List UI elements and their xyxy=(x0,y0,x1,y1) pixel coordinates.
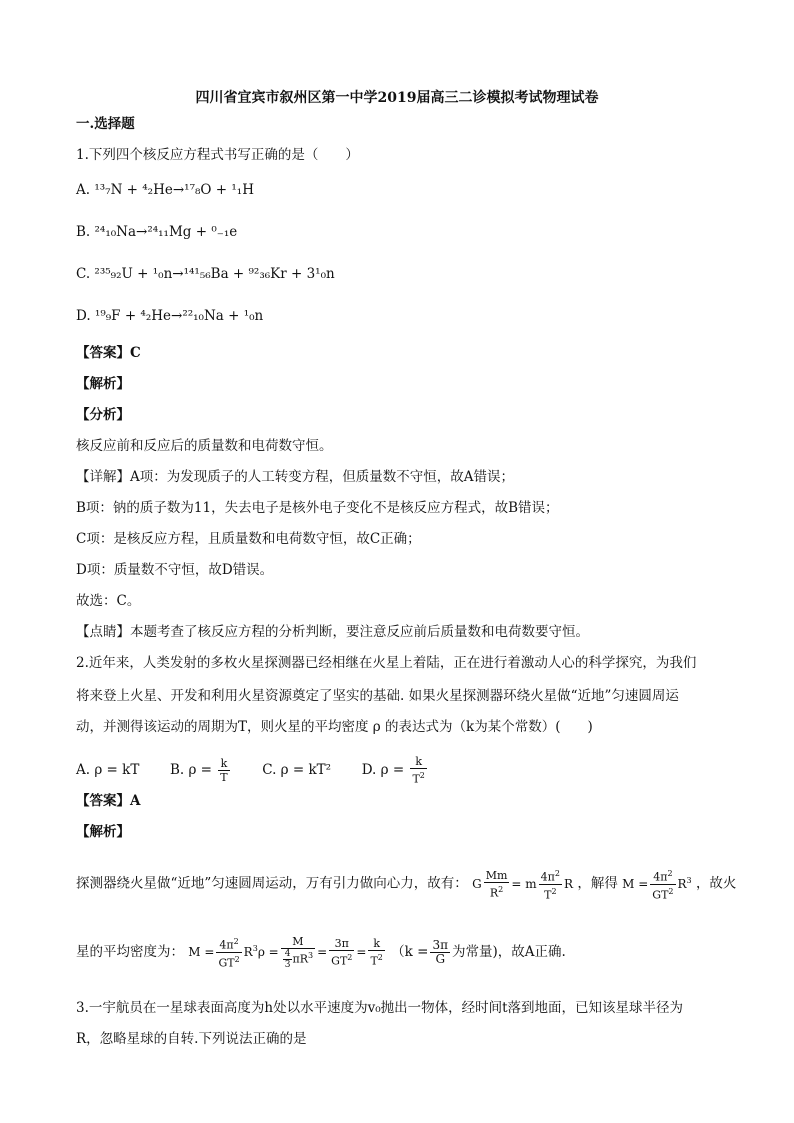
q1-fenxi-heading: 【分析】 xyxy=(76,407,130,423)
mass-equation: M = $\frac{4\pi^2}{GT^2}$ $R^3$ xyxy=(622,869,692,902)
q1-option-d: D. ¹⁹₉F + ⁴₂He→²²₁₀Na + ¹₀n xyxy=(76,308,264,324)
fraction-k-over-t: $\frac{k}{T}$ xyxy=(220,756,228,784)
q2-options-row xyxy=(76,755,429,786)
q1-choice: 故选：C。 xyxy=(76,593,141,609)
q2-option-d xyxy=(361,755,429,786)
q2-answer: 【答案】A xyxy=(76,793,141,809)
fraction-k-over-t2: $\frac{k}{T^2}$ xyxy=(412,755,425,786)
q2-option-a: A. ρ = kT xyxy=(76,761,140,778)
density-equation: M = $\frac{4\pi^2}{GT^2}$ $R^3\rho$ = M $\frac{4}{3}$ $\pi R^3$ = $\frac{3\pi}{GT^2}$ = $\frac{k}{T^2}$ xyxy=(188,935,383,971)
q2-option-b xyxy=(169,756,236,784)
q1-detail-d: D项：质量数不守恒，故D错误。 xyxy=(76,562,274,578)
page-title: 四川省宜宾市叙州区第一中学2019届高三二诊模拟考试物理试卷 xyxy=(195,90,599,106)
q1-detail-c: C项：是核反应方程，且质量数和电荷数守恒，故C正确； xyxy=(76,531,421,547)
q2-option-c: C. ρ = kT² xyxy=(262,761,332,778)
q3-stem-line1: 3.一宇航员在一星球表面高度为h处以水平速度为v₀抛出一物体，经时间t落到地面，已知该星球半径为 xyxy=(76,1000,684,1016)
q1-detail-b: B项：钠的质子数为11，失去电子是核外电子变化不是核反应方程式，故B错误； xyxy=(76,500,559,516)
k-constant-fraction: $\frac{3\pi}{G}$ xyxy=(432,938,448,967)
q2-analysis-heading: 【解析】 xyxy=(76,824,130,840)
q1-stem: 1.下列四个核反应方程式书写正确的是（ ） xyxy=(76,147,359,163)
q2-option-d-label: D. ρ = xyxy=(361,761,405,778)
q1-option-b: B. ²⁴₁₀Na→²⁴₁₁Mg + ⁰₋₁e xyxy=(76,224,238,240)
q1-comment: 【点睛】本题考查了核反应方程的分析判断，要注意反应前后质量数和电荷数要守恒。 xyxy=(76,624,589,640)
q2-stem-line3: 动，并测得该运动的周期为T，则火星的平均密度 ρ 的表达式为（k为某个常数）( ) xyxy=(76,719,593,735)
q2-exp2-text-b: （k = xyxy=(391,944,429,961)
q2-exp1-text-a: 探测器绕火星做“近地”匀速圆周运动，万有引力做向心力，故有： xyxy=(76,875,468,892)
q2-stem-line1: 2.近年来，人类发射的多枚火星探测器已经相继在火星上着陆，正在进行着激动人心的科学探究，为我们 xyxy=(76,655,697,671)
q2-exp2-text-a: 星的平均密度为： xyxy=(76,944,184,961)
q2-explanation-line2 xyxy=(76,935,566,970)
q2-exp1-text-c: ，故火 xyxy=(695,875,737,892)
q1-detail-a: 【详解】A项：为发现质子的人工转变方程，但质量数不守恒，故A错误； xyxy=(76,469,514,485)
q3-stem-line2: R，忽略星球的自转.下列说法正确的是 xyxy=(76,1031,307,1047)
q1-answer: 【答案】C xyxy=(76,345,141,361)
section-heading: 一.选择题 xyxy=(76,116,135,132)
q2-stem-line2: 将来登上火星、开发和利用火星资源奠定了坚实的基础. 如果火星探测器环绕火星做“近地”匀速圆周运 xyxy=(76,688,679,704)
q2-option-b-label: B. ρ = xyxy=(169,761,212,778)
q2-exp2-text-c: 为常量)，故A正确. xyxy=(452,944,566,961)
q1-option-c: C. ²³⁵₉₂U + ¹₀n→¹⁴¹₅₆Ba + ⁹²₃₆Kr + 3¹₀n xyxy=(76,266,335,282)
q1-analysis-heading: 【解析】 xyxy=(76,376,130,392)
q2-explanation-line1 xyxy=(76,867,736,901)
q2-exp1-text-b: ，解得 xyxy=(577,875,618,892)
gravity-equation: G $\frac{Mm}{R^2}$ = m $\frac{4\pi^2}{T^2}$ R xyxy=(472,868,574,902)
q1-fenxi-text: 核反应前和反应后的质量数和电荷数守恒。 xyxy=(76,438,333,454)
q1-option-a: A. ¹³₇N + ⁴₂He→¹⁷₈O + ¹₁H xyxy=(76,182,254,198)
